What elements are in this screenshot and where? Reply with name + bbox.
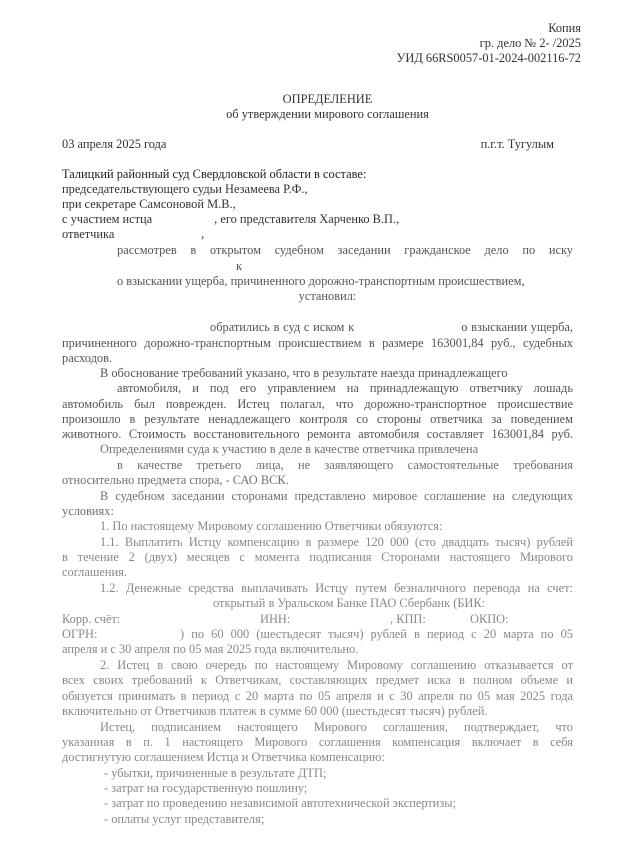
body-line-18: открытый в Уральском Банке ПАО Сбербанк (БИК: <box>213 596 486 610</box>
body-line-26: 2. Истец в свою очередь по настоящему Мировому соглашению отказывается от <box>100 658 573 672</box>
court-line-3: при секретаре Самсоновой М.В., <box>62 197 236 211</box>
body-line-0: обратились в суд с иском к о взыскании ущерба, <box>210 320 573 334</box>
list-item-2: - затрат на государственную пошлину; <box>104 781 308 795</box>
court-line-4: с участием истца , его представителя Харченко В.П., <box>62 212 400 226</box>
intro-line-3: о взыскании ущерба, причиненного дорожно-транспортным происшествием, <box>117 274 525 288</box>
body-line-9: в качестве третьего лица, не заявляющего самостоятельные требования <box>117 458 573 472</box>
body-line-13: 1. По настоящему Мировому соглашению Ответчики обязуются: <box>100 519 443 533</box>
uid-number: УИД 66RS0057-01-2024-002116-72 <box>396 51 581 65</box>
intro-line-1: рассмотрев в открытом судебном заседании гражданское дело по иску <box>117 243 573 257</box>
document-subtitle: об утверждении мирового соглашения <box>226 107 429 121</box>
body-line-12: условиях: <box>62 504 114 518</box>
intro-line-2: к <box>236 259 243 273</box>
court-line-2: председательствующего судьи Незамеева Р.Ф., <box>62 182 308 196</box>
court-line-1: Талицкий районный суд Свердловской области в составе: <box>62 167 367 181</box>
body-line-32: достигнутую соглашением Истца и Ответчика компенсацию: <box>62 750 385 764</box>
body-line-4: автомобиля, и под его управлением на принадлежащую ответчику лошадь <box>117 381 573 395</box>
document-title: ОПРЕДЕЛЕНИЕ <box>282 92 373 106</box>
copy-mark: Копия <box>548 21 581 35</box>
bank-okpo-label: ОКПО: <box>470 612 509 626</box>
bank-kpp-label: , КПП: <box>390 612 426 626</box>
established-heading: установил: <box>298 289 357 303</box>
body-line-8: Определениями суда к участию в деле в качестве ответчика привлечена <box>100 442 479 456</box>
body-line-30: Истец, подписанием настоящего Мирового соглашения, подтверждает, что <box>100 720 573 734</box>
body-line-25: апреля и с 30 апреля по 05 мая 2025 года включительно. <box>62 642 359 656</box>
body-line-2: расходов. <box>62 351 113 365</box>
body-line-27: всех своих требований к Ответчикам, составляющих предмет иска в полном объеме и <box>62 673 573 687</box>
body-line-14: 1.1. Выплатить Истцу компенсацию в размере 120 000 (сто двадцать тысяч) рублей <box>100 535 573 549</box>
case-number: гр. дело № 2- /2025 <box>479 36 581 50</box>
list-item-4: - оплаты услуг представителя; <box>104 812 265 826</box>
body-line-16: соглашения. <box>62 565 127 579</box>
body-line-6: произошло в результате ненадлежащего контроля со стороны ответчика за поведением <box>62 412 573 426</box>
list-item-1: - убытки, причиненные в результате ДТП; <box>104 766 327 780</box>
body-line-29: включительно от Ответчиков платеж в сумме 60 000 (шестьдесят тысяч) рублей. <box>62 704 488 718</box>
body-line-5: автомобиль был поврежден. Истец полагал, что дорожно-транспортное происшествие <box>62 397 573 411</box>
bank-ogrn-label: ОГРН: <box>62 627 98 641</box>
court-line-5: ответчика , <box>62 227 205 241</box>
list-item-3: - затрат по проведению независимой автотехнической экспертизы; <box>104 796 457 810</box>
document-date: 03 апреля 2025 года <box>62 137 167 151</box>
body-line-24: ) по 60 000 (шестьдесят тысяч) рублей в период с 20 марта по 05 <box>180 627 573 641</box>
body-line-3: В обоснование требований указано, что в результате наезда принадлежащего <box>100 366 508 380</box>
body-line-11: В судебном заседании сторонами представлено мировое соглашение на следующих <box>100 489 573 503</box>
body-line-15: в течение 2 (двух) месяцев с момента подписания Сторонами настоящего Мирового <box>62 550 573 564</box>
body-line-1: причиненного дорожно-транспортным происшествием в размере 163001,84 руб., судебных <box>62 336 573 350</box>
bank-corr-account-label: Корр. счёт: <box>62 612 121 626</box>
body-line-31: указанная в п. 1 настоящего Мирового соглашения компенсация включает в себя <box>62 735 573 749</box>
bank-inn-label: ИНН: <box>260 612 291 626</box>
body-line-17: 1.2. Денежные средства выплачивать Истцу путем безналичного перевода на счет: <box>100 581 573 595</box>
body-line-7: животного. Стоимость восстановительного ремонта автомобиля составляет 163001,84 руб. <box>62 427 573 441</box>
document-place: п.г.т. Тугулым <box>480 137 554 151</box>
body-line-10: относительно предмета спора, - САО ВСК. <box>62 473 289 487</box>
body-line-28: обязуется принимать в период с 20 марта по 05 апреля и с 30 апреля по 05 мая 2025 года <box>62 689 573 703</box>
